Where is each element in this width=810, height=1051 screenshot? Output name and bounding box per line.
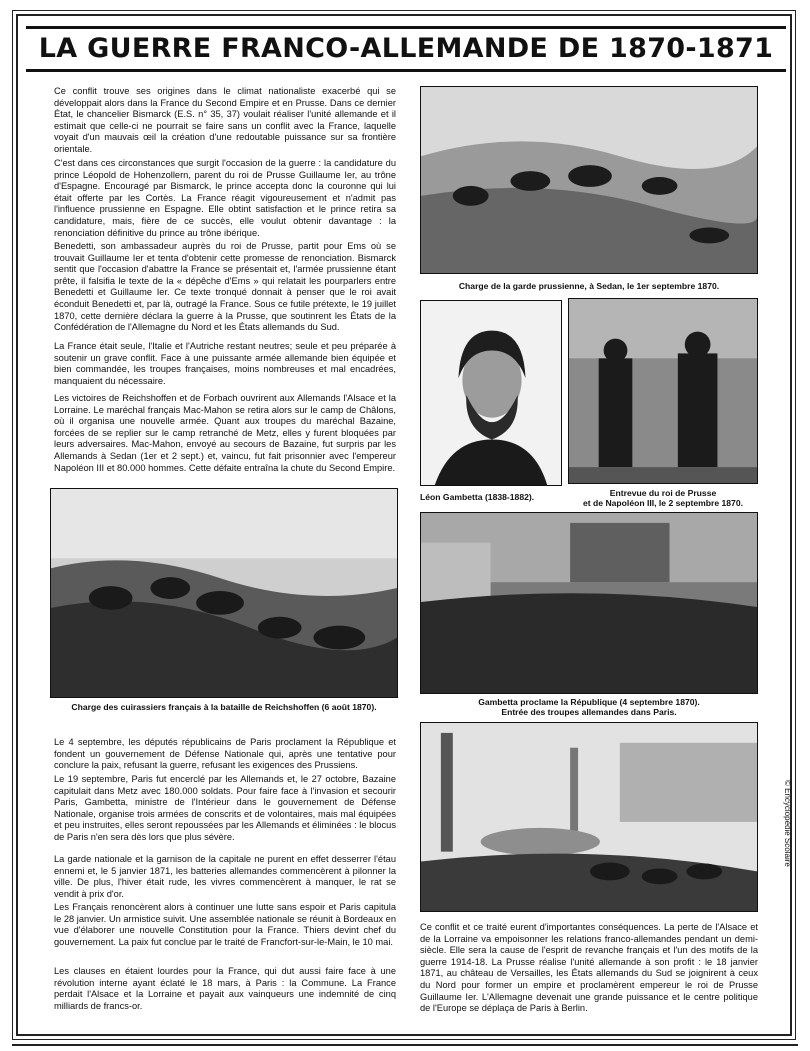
caption-entrevue-line2: et de Napoléon III, le 2 septembre 1870.	[583, 498, 743, 508]
paragraph-consequences: Ce conflit et ce traité eurent d'importantes conséquences. La perte de l'Alsace et de la Lorraine va empoisonner les relations franco-allemandes pendant un demi-siècle. Elle sera la cause de l'esprit de revanche français et l'un des motifs de la guerre 1914-18. La Prusse réalise l'unité allemande à son profit : le 18 janvier 1871, au château de Versailles, les États allemands du Sud se joignirent à ceux du Nord pour former un empire et proclamèrent empereur le roi de Prusse Guillaume Ier. L'Allemagne devenait une grande puissance et le centre politique de l'Europe se déplaça de Paris à Berlin.	[420, 922, 758, 1014]
entree-paris-engraving	[420, 722, 758, 912]
republique-engraving	[420, 512, 758, 694]
caption-republique-line1: Gambetta proclame la République (4 septembre 1870).	[478, 697, 700, 707]
gambetta-portrait	[420, 300, 562, 486]
credit-text: © Encyclopédie Scolaire	[783, 780, 792, 867]
paragraph-origins: Ce conflit trouve ses origines dans le climat nationaliste exacerbé qui se développait alors dans la France du Second Empire et en Prusse. Dans ce dernier État, le chancelier Bismarck (E.S. n° 35, 37) voulait réaliser l'unité allemande et il estimait que celle-ci ne pourrait se faire sans un conflit avec la France, laquelle voyait d'un mauvais œil la création d'une redoutable puissance sur sa frontière orientale.	[54, 86, 396, 154]
paragraph-capitulation: Les Français renoncèrent alors à continuer une lutte sans espoir et Paris capitula le 28 janvier. Un armistice suivit. Une assemblée nationale se réunit à Bordeaux en vue d'élaborer une nouvelle Constitution pour la France. Thiers devint chef du gouvernement. La paix fut conclue par le traité de Francfort-sur-le-Main, le 10 mai.	[54, 902, 396, 947]
caption-reichshoffen: Charge des cuirassiers français à la bataille de Reichshoffen (6 août 1870).	[71, 702, 377, 712]
caption-republique-line2: Entrée des troupes allemandes dans Paris.	[501, 707, 677, 717]
paragraph-19-septembre: Le 19 septembre, Paris fut encerclé par les Allemands et, le 27 octobre, Bazaine capitulait dans Metz avec 180.000 soldats. Pour faire face à l'invasion et secourir Paris, Gambetta, ministre de l'Intérieur dans le gouvernement de Défense Nationale, organise trois armées de conscrits et de volontaires, mais mal équipées et peu instruites, elles seront repoussées par les Allemands et éliminées : le blocus de Paris n'en sera dès lors que plus sévère.	[54, 774, 396, 842]
paragraph-4-septembre: Le 4 septembre, les députés républicains de Paris proclament la République et fondent un gouvernement de Défense Nationale qui, après une tentative pour conclure la paix, refusant la guerre, refusant les exigences des Prussiens.	[54, 737, 396, 771]
entrevue-engraving	[568, 298, 758, 484]
paragraph-victoires: Les victoires de Reichshoffen et de Forbach ouvrirent aux Allemands l'Alsace et la Lorraine. Le maréchal français Mac-Mahon se retira alors sur le camp de Châlons, où il organisa une nouvelle armée. Quant aux troupes du maréchal Bazaine, forcées de se replier sur le camp retranché de Metz, elles y furent bloquées par leurs adversaires. Mac-Mahon, envoyé au secours de Bazaine, fut surpris par les Allemands à Sedan (1er et 2 sept.) et, vaincu, fut fait prisonnier avec l'empereur Napoléon III et 80.000 hommes. Cette défaite entraîna la chute du Second Empire.	[54, 393, 396, 473]
paragraph-hohenzollern: C'est dans ces circonstances que surgit l'occasion de la guerre : la candidature du prince Léopold de Hohenzollern, parent du roi de Prusse Guillaume Ier, au trône d'Espagne. Encouragé par Bismarck, le prince accepta donc la couronne qui lui était offerte par les Cortès. La France réagit vigoureusement et n'admit pas l'influence prussienne en Espagne. Elle obtint satisfaction et le prince retira sa candidature, mais, fière de ce succès, elle voulut obtenir davantage : la renonciation définitive du prince au trône ibérique.	[54, 158, 396, 238]
reichshoffen-engraving	[50, 488, 398, 698]
page-title: LA GUERRE FRANCO-ALLEMANDE DE 1870-1871	[26, 26, 786, 72]
caption-gambetta: Léon Gambetta (1838-1882).	[420, 492, 535, 502]
sedan-engraving	[420, 86, 758, 274]
paragraph-clauses: Les clauses en étaient lourdes pour la France, qui dut aussi faire face à une révolution interne ayant éclaté le 18 mars, à Paris : la Commune. La France perdait l'Alsace et la Lorraine et payait aux vainqueurs une indemnité de cinq milliards de francs-or.	[54, 966, 396, 1011]
caption-entrevue-line1: Entrevue du roi de Prusse	[609, 488, 717, 498]
paragraph-ems: Benedetti, son ambassadeur auprès du roi de Prusse, partit pour Ems où se trouvait Guillaume Ier et tenta d'obtenir cette promesse de renonciation. Bismarck sentit que l'occasion d'abattre la France se présentait et, l'armée prussienne étant prête, il falsifia le texte de la « dépêche d'Ems » qui relatait les pourparlers entre Benedetti et Guillaume Ier. Ce texte tronqué donnait à penser que le roi avait éconduit Benedetti et, par là, outragé la France. Sous ce futile prétexte, le 19 juillet 1870, cette dernière déclara la guerre à la Prusse, que soutinrent les États de la Confédération de l'Allemagne du Nord et les États allemands du Sud.	[54, 241, 396, 333]
paragraph-garde-nationale: La garde nationale et la garnison de la capitale ne purent en effet desserrer l'étau ennemi et, le 5 janvier 1871, les batteries allemandes commencèrent à pilonner la ville. De plus, l'hiver était rude, les vivres commencèrent à manquer, le rat se vendit à prix d'or.	[54, 854, 396, 899]
caption-sedan: Charge de la garde prussienne, à Sedan, le 1er septembre 1870.	[458, 281, 720, 291]
page-border-bottom	[12, 1044, 798, 1046]
credit-vertical	[780, 780, 796, 880]
paragraph-france-seule: La France était seule, l'Italie et l'Autriche restant neutres; seule et peu préparée à soutenir un grave conflit. Face à une puissante armée allemande bien équipée et bien commandée, les troupes françaises, moins nombreuses et mal encadrées, manquaient du nécessaire.	[54, 341, 396, 386]
